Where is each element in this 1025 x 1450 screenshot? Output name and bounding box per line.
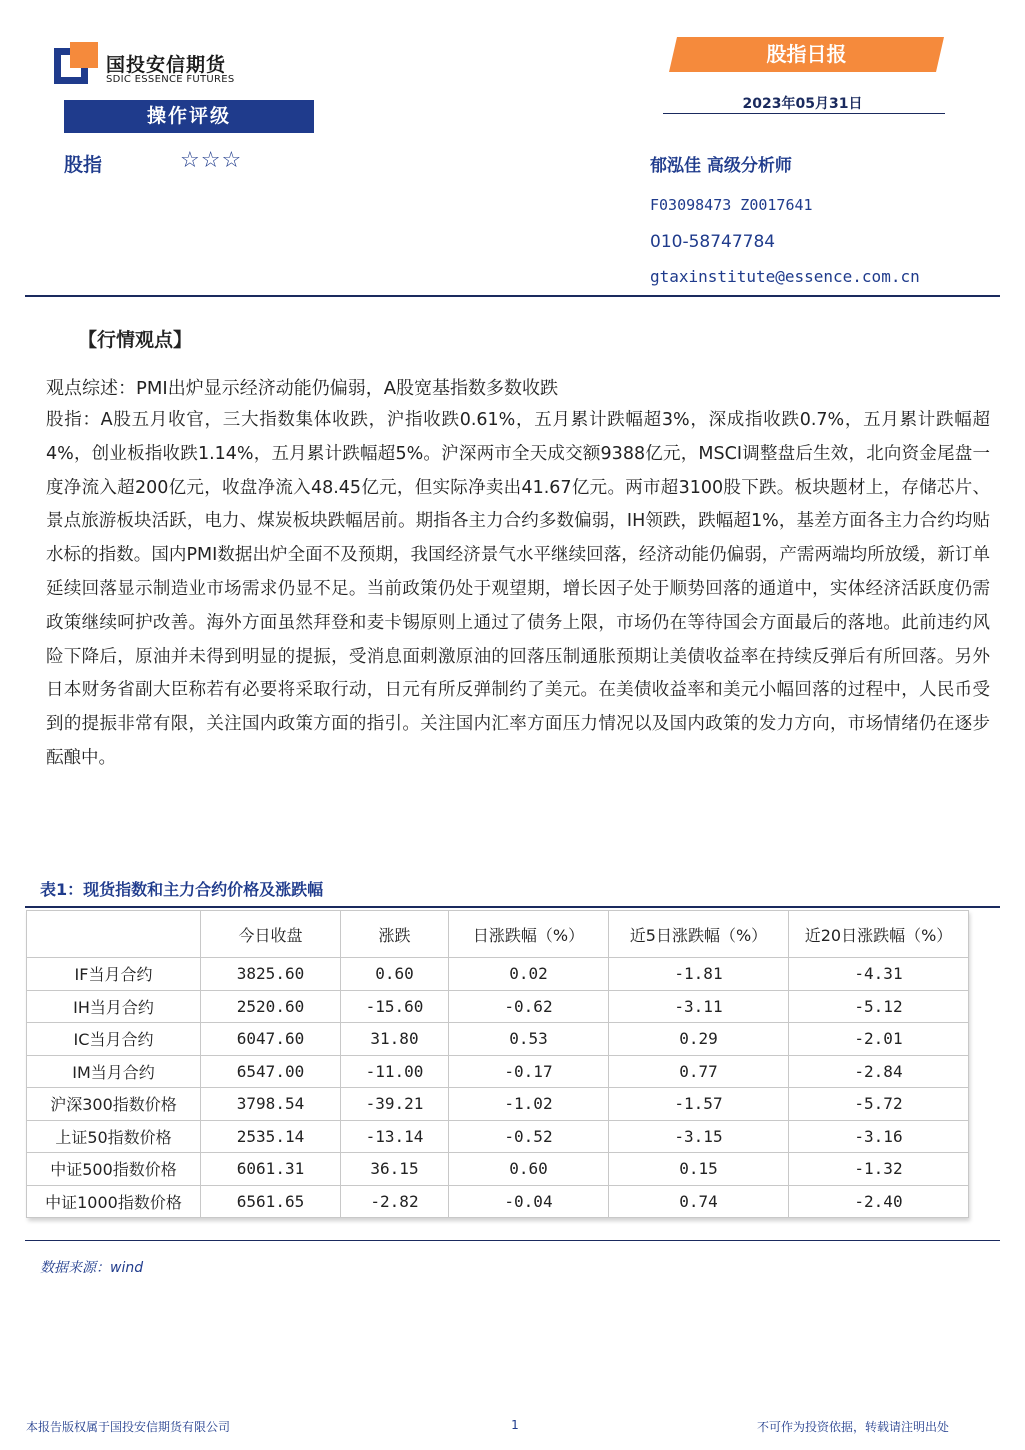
table-cell: 6061.31: [201, 1153, 341, 1186]
table-cell: 0.60: [449, 1153, 609, 1186]
company-logo-icon: [54, 42, 98, 84]
table-cell: 6047.60: [201, 1023, 341, 1056]
table-cell: -1.02: [449, 1088, 609, 1121]
table-cell: -2.40: [789, 1185, 969, 1218]
table-row: [27, 1055, 969, 1088]
table-cell: -2.82: [341, 1185, 449, 1218]
table-title-divider: [25, 906, 1000, 908]
table-cell: -3.11: [609, 990, 789, 1023]
footer-copyright: 本报告版权属于国投安信期货有限公司: [26, 1420, 231, 1434]
table-cell: 0.77: [609, 1055, 789, 1088]
table-cell: -0.04: [449, 1185, 609, 1218]
table-cell: -3.16: [789, 1120, 969, 1153]
table-row: [27, 1153, 969, 1186]
table-cell: -15.60: [341, 990, 449, 1023]
table-cell: -2.01: [789, 1023, 969, 1056]
table-cell: -1.81: [609, 958, 789, 991]
table-cell: -13.14: [341, 1120, 449, 1153]
company-name-cn: 国投安信期货: [106, 54, 227, 76]
row-name: IH当月合约: [27, 990, 201, 1023]
row-name: IC当月合约: [27, 1023, 201, 1056]
table-cell: 2535.14: [201, 1120, 341, 1153]
table-cell: 31.80: [341, 1023, 449, 1056]
analyst-ids: F03098473 Z0017641: [650, 196, 813, 214]
data-source: 数据来源：wind: [40, 1260, 144, 1276]
row-name: IM当月合约: [27, 1055, 201, 1088]
table-row: [27, 1185, 969, 1218]
page-number: 1: [511, 1418, 519, 1432]
column-header: [27, 911, 201, 958]
analyst-name: 郁泓佳 高级分析师: [650, 156, 792, 176]
table-cell: 0.29: [609, 1023, 789, 1056]
table-cell: 6561.65: [201, 1185, 341, 1218]
analyst-phone: 010-58747784: [650, 232, 776, 252]
quotes-table: [26, 910, 969, 1218]
table-cell: -0.52: [449, 1120, 609, 1153]
rating-category: 股指: [64, 154, 103, 176]
table-cell: -4.31: [789, 958, 969, 991]
rating-stars: ☆☆☆: [180, 148, 243, 173]
table-cell: -5.12: [789, 990, 969, 1023]
table-cell: 0.02: [449, 958, 609, 991]
summary-line: 观点综述：PMI出炉显示经济动能仍偏弱，A股宽基指数多数收跌: [46, 378, 559, 399]
table-cell: 2520.60: [201, 990, 341, 1023]
table-row: [27, 958, 969, 991]
table-cell: 36.15: [341, 1153, 449, 1186]
table-cell: -39.21: [341, 1088, 449, 1121]
table-cell: 0.53: [449, 1023, 609, 1056]
table-cell: -11.00: [341, 1055, 449, 1088]
report-title: 股指日报: [766, 42, 847, 66]
table-row: [27, 990, 969, 1023]
header-divider: [25, 295, 1000, 297]
date-underline: [663, 113, 945, 114]
table-title: 表1：现货指数和主力合约价格及涨跌幅: [40, 880, 324, 899]
table-cell: -3.15: [609, 1120, 789, 1153]
column-header: 今日收盘: [201, 911, 341, 958]
table-cell: -1.57: [609, 1088, 789, 1121]
table-cell: 3825.60: [201, 958, 341, 991]
table-cell: -0.17: [449, 1055, 609, 1088]
table-bottom-divider: [25, 1240, 1000, 1241]
table-cell: 3798.54: [201, 1088, 341, 1121]
analyst-email[interactable]: gtaxinstitute@essence.com.cn: [650, 267, 920, 286]
column-header: 日涨跌幅（%）: [449, 911, 609, 958]
row-name: 中证500指数价格: [27, 1153, 201, 1186]
table-cell: -5.72: [789, 1088, 969, 1121]
table-cell: 0.74: [609, 1185, 789, 1218]
row-name: 中证1000指数价格: [27, 1185, 201, 1218]
column-header: 近20日涨跌幅（%）: [789, 911, 969, 958]
table-cell: -2.84: [789, 1055, 969, 1088]
table-cell: 6547.00: [201, 1055, 341, 1088]
market-commentary: 股指：A股五月收官，三大指数集体收跌，沪指收跌0.61%，五月累计跌幅超3%，深成指收跌0.7%，五月累计跌幅超4%，创业板指收跌1.14%，五月累计跌幅超5%。沪深两市全天成交额9388亿元，MSCI调整盘后生效，北向资金尾盘一度净流入超200亿元，收盘净流入48.45亿元，但实际净卖出41.67亿元。两市超3100股下跌。板块题材上，存储芯片、景点旅游板块活跃，电力、煤炭板块跌幅居前。期指各主力合约多数偏弱，IH领跌，跌幅超1%，基差方面各主力合约均贴水标的指数。国内PMI数据出炉全面不及预期，我国经济景气水平继续回落，经济动能仍偏弱，产需两端均所放缓，新订单延续回落显示制造业市场需求仍显不足。当前政策仍处于观望期，增长因子处于顺势回落的通道中，实体经济活跃度仍需政策继续呵护改善。海外方面虽然拜登和麦卡锡原则上通过了债务上限，市场仍在等待国会方面最后的落地。此前违约风险下降后，原油并未得到明显的提振，受消息面刺激原油的回落压制通胀预期让美债收益率在持续反弹后有所回落。另外日本财务省副大臣称若有必要将采取行动，日元有所反弹制约了美元。在美债收益率和美元小幅回落的过程中，人民币受到的提振非常有限，关注国内政策方面的指引。关注国内汇率方面压力情况以及国内政策的发力方向，市场情绪仍在逐步酝酿中。: [46, 410, 990, 768]
section-title: 【行情观点】: [78, 329, 193, 351]
table-cell: -0.62: [449, 990, 609, 1023]
row-name: 上证50指数价格: [27, 1120, 201, 1153]
table-row: [27, 1088, 969, 1121]
table-cell: 0.60: [341, 958, 449, 991]
row-name: 沪深300指数价格: [27, 1088, 201, 1121]
table-cell: -1.32: [789, 1153, 969, 1186]
table-header-row: [27, 911, 969, 958]
company-name-en: SDIC ESSENCE FUTURES: [106, 74, 235, 85]
rating-label: 操作评级: [64, 100, 314, 133]
column-header: 近5日涨跌幅（%）: [609, 911, 789, 958]
footer-disclaimer: 不可作为投资依据，转载请注明出处: [757, 1420, 950, 1434]
report-date: 2023年05月31日: [742, 96, 863, 112]
table-row: [27, 1023, 969, 1056]
row-name: IF当月合约: [27, 958, 201, 991]
quotes-table-container: [26, 910, 968, 1218]
table-cell: 0.15: [609, 1153, 789, 1186]
column-header: 涨跌: [341, 911, 449, 958]
table-row: [27, 1120, 969, 1153]
